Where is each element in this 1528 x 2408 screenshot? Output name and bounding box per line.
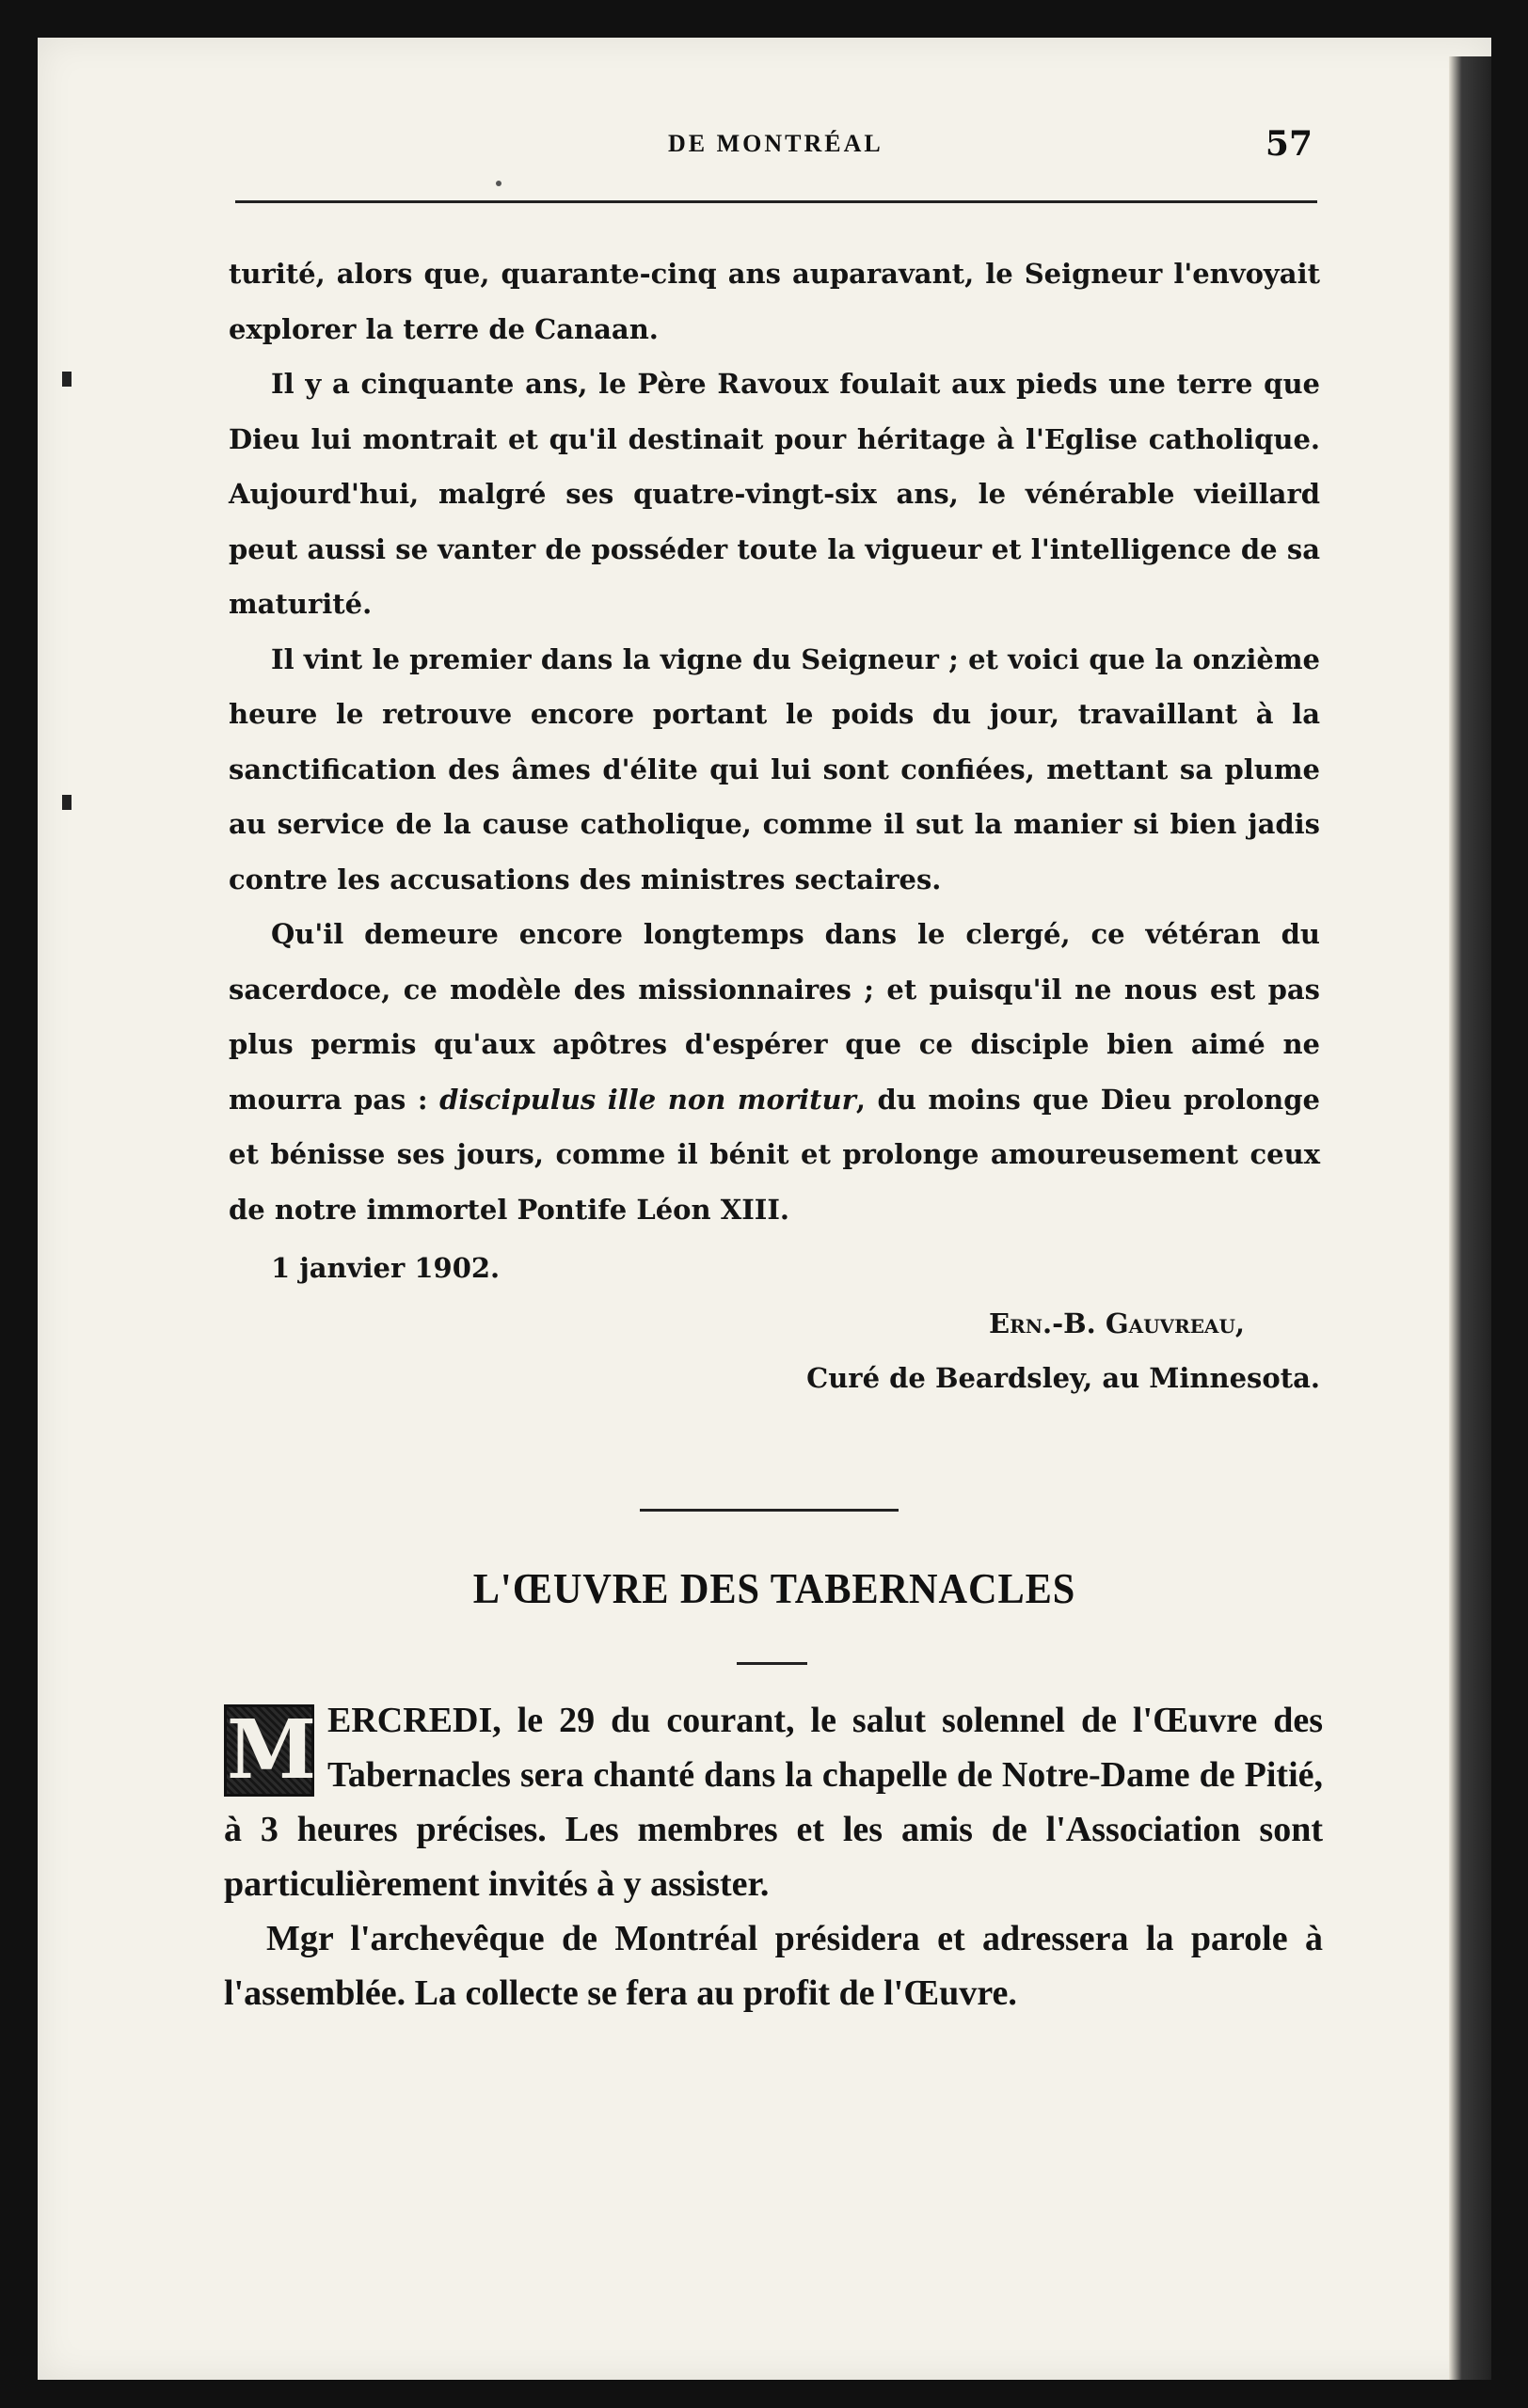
page-edge [1449, 56, 1491, 2380]
drop-cap: M [224, 1704, 314, 1797]
section-paragraph-text: ERCREDI, le 29 du courant, le salut solennel de l'Œuvre des Tabernacles sera chanté dans la chapelle de Notre-Dame de Pitié, à 3 heures précises. Les membres et les amis de l'Association sont particulièrement invités à y assister. [224, 1701, 1323, 1904]
running-title: DE MONTRÉAL [668, 130, 883, 157]
article-date: 1 janvier 1902. [271, 1252, 501, 1284]
latin-quote: discipulus ille non moritur [439, 1083, 856, 1116]
running-head [235, 124, 1313, 167]
paragraph-text: , du moins que Dieu prolonge et bénisse ses jours, comme il bénit et prolonge amoureusement ceux de notre immortel Pontife Léon XIII. [229, 1083, 1320, 1226]
paragraph: Il y a cinquante ans, le Père Ravoux foulait aux pieds une terre que Dieu lui montrait et qu'il destinait pour héritage à l'Eglise catholique. Aujourd'hui, malgré ses quatre-vingt-six ans, le vénérable vieillard peut aussi se vanter de posséder toute la vigueur et l'intelligence de sa maturité. [229, 368, 1320, 620]
margin-mark [62, 795, 72, 810]
section-paragraph: Mgr l'archevêque de Montréal présidera et adressera la parole à l'assemblée. La collecte se fera au profit de l'Œuvre. [224, 1919, 1323, 2013]
section-body [224, 1693, 1323, 2020]
speck [496, 181, 501, 186]
header-rule [235, 200, 1317, 203]
article-body [229, 246, 1320, 1406]
page-number: 57 [1265, 124, 1313, 164]
section-divider [640, 1509, 899, 1512]
signature-name: Ern.-B. Gauvreau, [988, 1307, 1245, 1339]
paragraph-text: Qu'il demeure encore longtemps dans le clergé, ce vétéran du sacerdoce, ce modèle des missionnaires ; et puisqu'il ne nous est pas plus permis qu'aux apôtres d'espérer que ce disciple bien aimé ne mourra pas : [229, 918, 1320, 1116]
signature-title: Curé de Beardsley, au Minnesota. [806, 1362, 1320, 1394]
paragraph-continuation: turité, alors que, quarante-cinq ans auparavant, le Seigneur l'envoyait explorer la terre de Canaan. [229, 258, 1320, 345]
title-underline [737, 1662, 807, 1665]
margin-mark [62, 372, 72, 387]
section-title: L'ŒUVRE DES TABERNACLES [472, 1564, 1076, 1612]
paragraph-closing [229, 907, 1320, 1237]
section-paragraph [224, 1693, 1323, 1911]
paragraph: Il vint le premier dans la vigne du Seigneur ; et voici que la onzième heure le retrouve encore portant le poids du jour, travaillant à la sanctification des âmes d'élite qui lui sont confiées, mettant sa plume au service de la cause catholique, comme il sut la manier si bien jadis contre les accusations des ministres sectaires. [229, 642, 1320, 895]
